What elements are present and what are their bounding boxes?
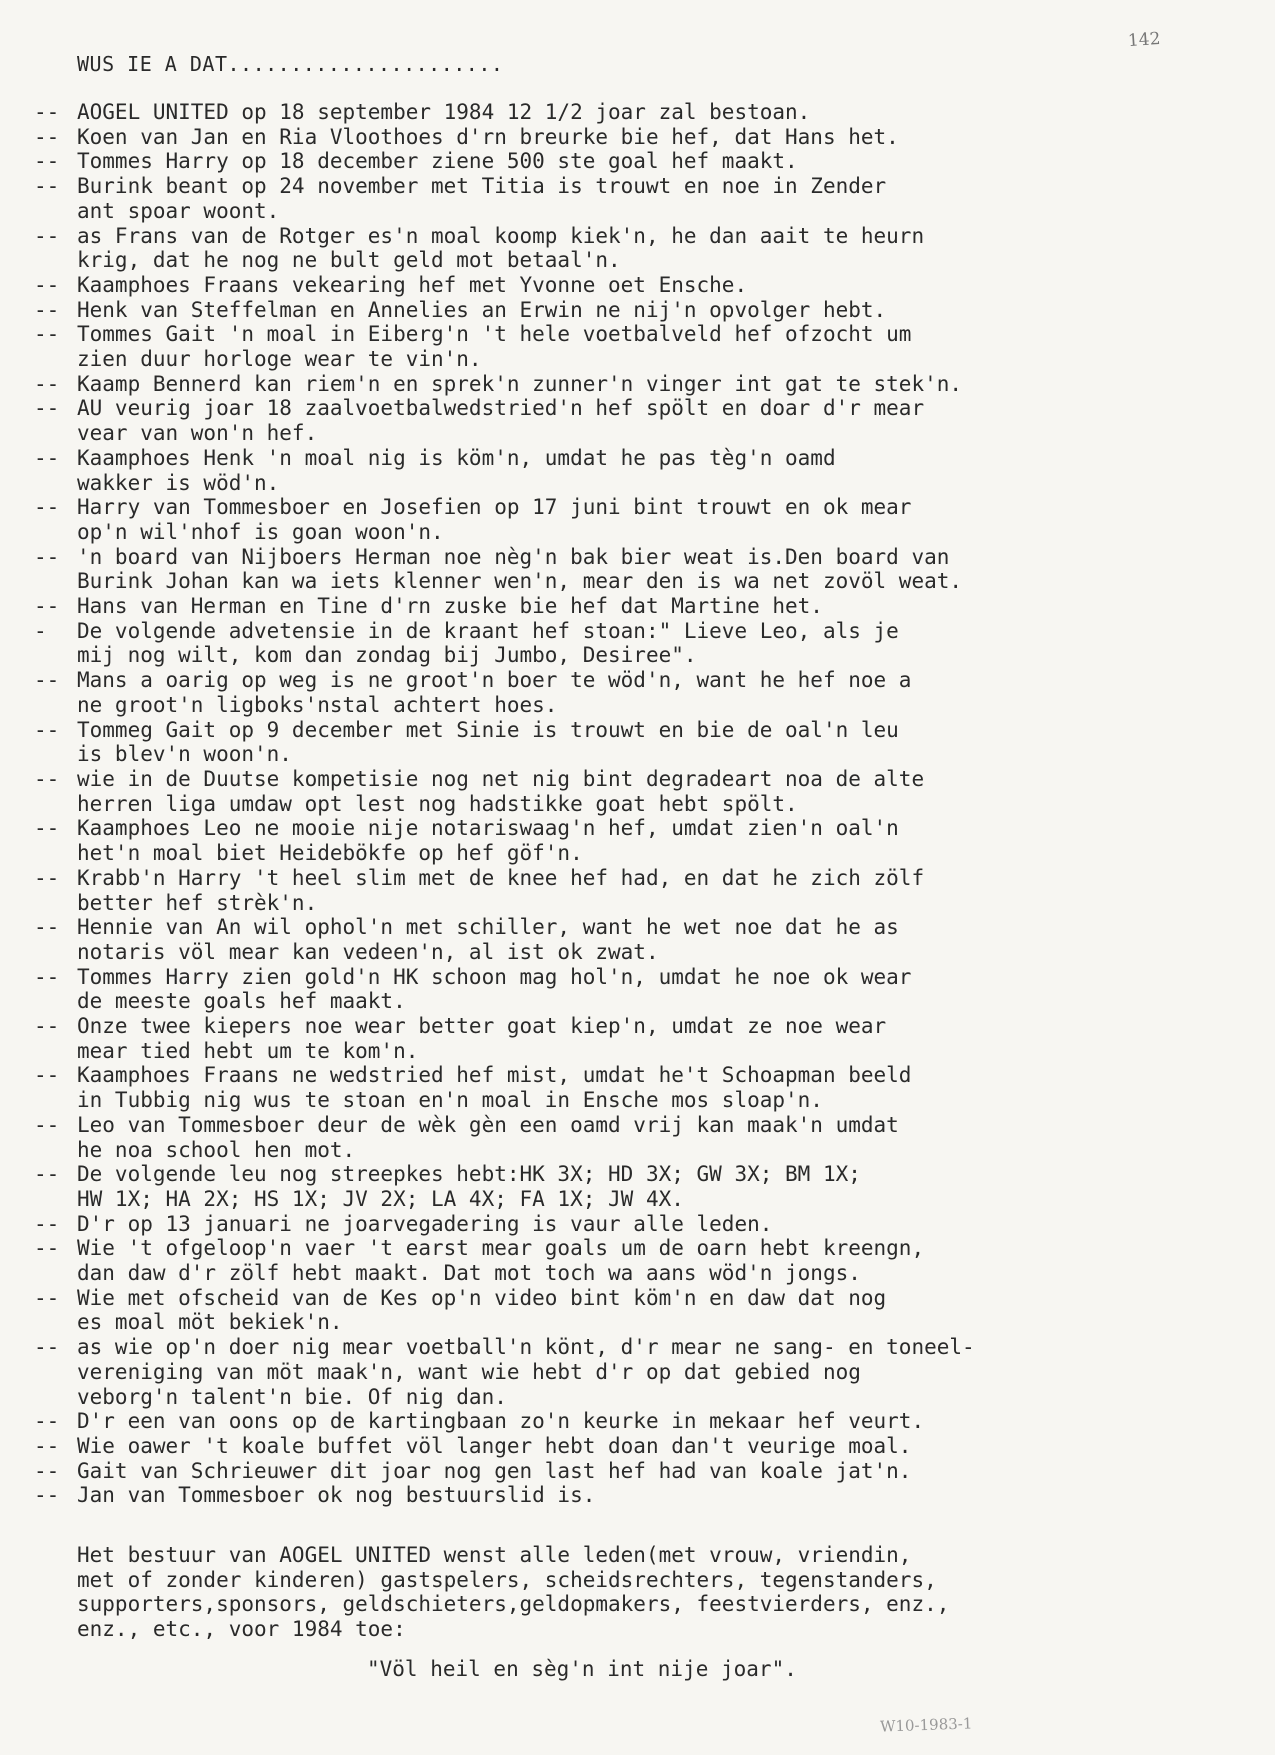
item-line: herren liga umdaw opt lest nog hadstikke goat hebt spölt. bbox=[77, 791, 798, 816]
page-heading: WUS IE A DAT...................... bbox=[77, 52, 504, 76]
item-line: Wie met ofscheid van de Kes op'n video bint köm'n en daw dat nog bbox=[77, 1285, 887, 1310]
page-number: 142 bbox=[1127, 28, 1162, 52]
item-dash: -- bbox=[34, 1112, 60, 1137]
item-line: dan daw d'r zölf hebt maakt. Dat mot toch wa aans wöd'n jongs. bbox=[77, 1261, 861, 1286]
item-line: Tommes Gait 'n moal in Eiberg'n 't hele voetbalveld hef ofzocht um bbox=[77, 322, 912, 347]
item-dash: -- bbox=[34, 915, 60, 940]
list-item bbox=[34, 545, 1254, 594]
closing-line: enz., etc., voor 1984 toe: bbox=[77, 1616, 406, 1641]
item-dash: -- bbox=[34, 445, 60, 470]
list-item bbox=[34, 495, 1254, 544]
list-item bbox=[34, 372, 1254, 397]
item-dash: -- bbox=[34, 396, 60, 421]
list-item bbox=[34, 1286, 1254, 1335]
item-line: notaris völ mear kan vedeen'n, al ist ok zwat. bbox=[77, 939, 659, 964]
archive-mark: W10-1983-1 bbox=[879, 1714, 973, 1736]
list-item bbox=[34, 866, 1254, 915]
item-line: as Frans van de Rotger es'n moal koomp kiek'n, he dan aait te heurn bbox=[77, 223, 925, 248]
item-line: Tommeg Gait op 9 december met Sinie is trouwt en bie de oal'n leu bbox=[77, 717, 899, 742]
list-item bbox=[34, 1014, 1254, 1063]
list-item bbox=[34, 619, 1254, 668]
list-item bbox=[34, 718, 1254, 767]
item-list bbox=[34, 100, 1254, 1508]
list-item bbox=[34, 273, 1254, 298]
item-dash: -- bbox=[34, 594, 60, 619]
list-item bbox=[34, 1434, 1254, 1459]
item-line: Onze twee kiepers noe wear better goat kiep'n, umdat ze noe wear bbox=[77, 1014, 887, 1039]
item-line: AU veurig joar 18 zaalvoetbalwedstried'n hef spölt en doar d'r mear bbox=[77, 396, 925, 421]
item-line: het'n moal biet Heidebökfe op hef göf'n. bbox=[77, 841, 583, 866]
item-line: HW 1X; HA 2X; HS 1X; JV 2X; LA 4X; FA 1X; JW 4X. bbox=[77, 1186, 684, 1211]
item-line: veborg'n talent'n bie. Of nig dan. bbox=[77, 1384, 507, 1409]
list-item bbox=[34, 446, 1254, 495]
item-line: Harry van Tommesboer en Josefien op 17 juni bint trouwt en ok mear bbox=[77, 495, 912, 520]
list-item bbox=[34, 224, 1254, 273]
item-line: Jan van Tommesboer ok nog bestuurslid is. bbox=[77, 1483, 596, 1508]
item-dash: -- bbox=[34, 149, 60, 174]
item-dash: -- bbox=[34, 865, 60, 890]
item-line: as wie op'n doer nig mear voetball'n könt, d'r mear ne sang- en toneel- bbox=[77, 1335, 975, 1360]
item-line: 'n board van Nijboers Herman noe nèg'n bak bier weat is.Den board van bbox=[77, 544, 950, 569]
list-item bbox=[34, 298, 1254, 323]
closing-line: Het bestuur van AOGEL UNITED wenst alle leden(met vrouw, vriendin, bbox=[77, 1543, 912, 1567]
item-line: de meeste goals hef maakt. bbox=[77, 989, 406, 1014]
list-item bbox=[34, 149, 1254, 174]
item-line: vereniging van möt maak'n, want wie hebt d'r op dat gebied nog bbox=[77, 1359, 861, 1384]
item-dash: -- bbox=[34, 1236, 60, 1261]
list-item bbox=[34, 1409, 1254, 1434]
item-dash: -- bbox=[34, 495, 60, 520]
list-item bbox=[34, 1063, 1254, 1112]
list-item bbox=[34, 668, 1254, 717]
item-line: wakker is wöd'n. bbox=[77, 470, 280, 495]
item-dash: -- bbox=[34, 816, 60, 841]
item-line: D'r op 13 januari ne joarvegadering is vaur alle leden. bbox=[77, 1211, 773, 1236]
item-dash: -- bbox=[34, 297, 60, 322]
item-line: Henk van Steffelman en Annelies an Erwin ne nij'n opvolger hebt. bbox=[77, 297, 887, 322]
item-dash: - bbox=[34, 618, 47, 643]
item-line: mij nog wilt, kom dan zondag bij Jumbo, Desiree". bbox=[77, 643, 697, 668]
list-item bbox=[34, 1459, 1254, 1484]
item-line: Kaamphoes Fraans vekearing hef met Yvonne oet Ensche. bbox=[77, 272, 748, 297]
item-line: zien duur horloge wear te vin'n. bbox=[77, 347, 482, 372]
list-item bbox=[34, 1162, 1254, 1211]
closing-paragraph bbox=[77, 1543, 1247, 1641]
list-item bbox=[34, 396, 1254, 445]
item-line: Wie oawer 't koale buffet völ langer hebt doan dan't veurige moal. bbox=[77, 1433, 912, 1458]
item-line: Koen van Jan en Ria Vloothoes d'rn breurke bie hef, dat Hans het. bbox=[77, 124, 899, 149]
list-item bbox=[34, 965, 1254, 1014]
item-line: he noa school hen mot. bbox=[77, 1137, 356, 1162]
item-dash: -- bbox=[34, 964, 60, 989]
item-line: op'n wil'nhof is goan woon'n. bbox=[77, 519, 444, 544]
list-item bbox=[34, 125, 1254, 150]
list-item bbox=[34, 1483, 1254, 1508]
item-dash: -- bbox=[34, 1014, 60, 1039]
list-item bbox=[34, 1212, 1254, 1237]
item-dash: -- bbox=[34, 174, 60, 199]
item-line: D'r een van oons op de kartingbaan zo'n keurke in mekaar hef veurt. bbox=[77, 1409, 925, 1434]
item-line: Hennie van An wil ophol'n met schiller, want he wet noe dat he as bbox=[77, 915, 899, 940]
item-line: Burink Johan kan wa iets klenner wen'n, mear den is wa net zovöl weat. bbox=[77, 569, 963, 594]
item-line: is blev'n woon'n. bbox=[77, 742, 292, 767]
item-dash: -- bbox=[34, 717, 60, 742]
item-dash: -- bbox=[34, 1335, 60, 1360]
item-dash: -- bbox=[34, 223, 60, 248]
closing-line: met of zonder kinderen) gastspelers, scheidsrechters, tegenstanders, bbox=[77, 1567, 937, 1592]
item-line: Kaamphoes Leo ne mooie nije notariswaag'n hef, umdat zien'n oal'n bbox=[77, 816, 899, 841]
list-item bbox=[34, 100, 1254, 125]
closing-line: supporters,sponsors, geldschieters,geldopmakers, feestvierders, enz., bbox=[77, 1592, 950, 1616]
item-line: es moal möt bekiek'n. bbox=[77, 1310, 343, 1335]
item-line: Tommes Harry zien gold'n HK schoon mag hol'n, umdat he noe ok wear bbox=[77, 964, 912, 989]
item-dash: -- bbox=[34, 322, 60, 347]
item-line: Gait van Schrieuwer dit joar nog gen last hef had van koale jat'n. bbox=[77, 1458, 912, 1483]
list-item bbox=[34, 322, 1254, 371]
item-line: De volgende advetensie in de kraant hef stoan:" Lieve Leo, als je bbox=[77, 618, 899, 643]
list-item bbox=[34, 1113, 1254, 1162]
item-line: Leo van Tommesboer deur de wèk gèn een oamd vrij kan maak'n umdat bbox=[77, 1112, 899, 1137]
item-line: Tommes Harry op 18 december ziene 500 ste goal hef maakt. bbox=[77, 149, 798, 174]
list-item bbox=[34, 816, 1254, 865]
list-item bbox=[34, 174, 1254, 223]
item-dash: -- bbox=[34, 1483, 60, 1508]
item-dash: -- bbox=[34, 1285, 60, 1310]
item-line: mear tied hebt um te kom'n. bbox=[77, 1038, 419, 1063]
list-item bbox=[34, 1236, 1254, 1285]
item-line: De volgende leu nog streepkes hebt:HK 3X; HD 3X; GW 3X; BM 1X; bbox=[77, 1162, 861, 1187]
item-line: ne groot'n ligboks'nstal achtert hoes. bbox=[77, 692, 558, 717]
item-line: better hef strèk'n. bbox=[77, 890, 318, 915]
item-line: AOGEL UNITED op 18 september 1984 12 1/2 joar zal bestoan. bbox=[77, 100, 811, 124]
item-line: Mans a oarig op weg is ne groot'n boer te wöd'n, want he hef noe a bbox=[77, 668, 912, 693]
item-dash: -- bbox=[34, 1433, 60, 1458]
item-dash: -- bbox=[34, 371, 60, 396]
item-line: krig, dat he nog ne bult geld mot betaal'n. bbox=[77, 248, 621, 273]
item-dash: -- bbox=[34, 668, 60, 693]
item-line: Burink beant op 24 november met Titia is trouwt en noe in Zender bbox=[77, 174, 887, 199]
list-item bbox=[34, 1335, 1254, 1409]
item-line: Kaamphoes Fraans ne wedstried hef mist, umdat he't Schoapman beeld bbox=[77, 1063, 912, 1088]
list-item bbox=[34, 915, 1254, 964]
item-dash: -- bbox=[34, 1162, 60, 1187]
list-item bbox=[34, 594, 1254, 619]
item-line: ant spoar woont. bbox=[77, 198, 280, 223]
item-dash: -- bbox=[34, 1063, 60, 1088]
item-line: vear van won'n hef. bbox=[77, 421, 318, 446]
item-dash: -- bbox=[34, 1458, 60, 1483]
item-dash: -- bbox=[34, 766, 60, 791]
item-line: Krabb'n Harry 't heel slim met de knee hef had, en dat he zich zölf bbox=[77, 865, 925, 890]
item-line: in Tubbig nig wus te stoan en'n moal in Ensche mos sloap'n. bbox=[77, 1088, 823, 1113]
item-dash: -- bbox=[34, 1409, 60, 1434]
item-line: wie in de Duutse kompetisie nog net nig bint degradeart noa de alte bbox=[77, 766, 925, 791]
item-line: Hans van Herman en Tine d'rn zuske bie hef dat Martine het. bbox=[77, 594, 823, 619]
item-dash: -- bbox=[34, 1211, 60, 1236]
item-dash: -- bbox=[34, 100, 60, 124]
item-dash: -- bbox=[34, 544, 60, 569]
item-line: Kaamphoes Henk 'n moal nig is köm'n, umdat he pas tèg'n oamd bbox=[77, 445, 836, 470]
item-dash: -- bbox=[34, 124, 60, 149]
item-dash: -- bbox=[34, 272, 60, 297]
item-line: Kaamp Bennerd kan riem'n en sprek'n zunner'n vinger int gat te stek'n. bbox=[77, 371, 963, 396]
list-item bbox=[34, 767, 1254, 816]
motto: "Völ heil en sèg'n int nije joar". bbox=[367, 1657, 797, 1681]
item-line: Wie 't ofgeloop'n vaer 't earst mear goals um de oarn hebt kreengn, bbox=[77, 1236, 925, 1261]
